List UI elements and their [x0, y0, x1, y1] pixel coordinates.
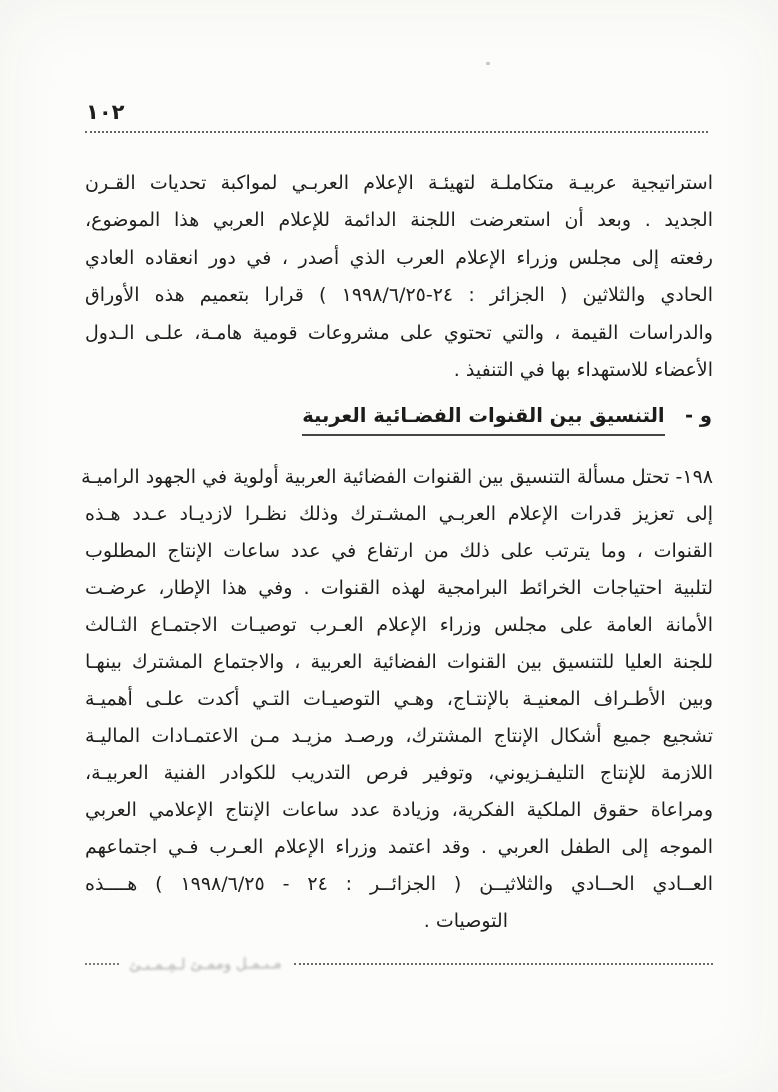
text-line: العــادي الحــادي والثلاثيــن ( الجزائــر : ٢٤ - ١٩٩٨/٦/٢٥ ) هــــذه: [85, 873, 714, 895]
paragraph-198: [81, 459, 714, 940]
text-line: رفعته إلى مجلس وزراء الإعلام العرب الذي أصدر ، في دور انعقاده العادي: [85, 246, 713, 269]
text-line: التوصيات .: [423, 910, 508, 932]
text-line: الأمانة العامة على مجلس وزراء الإعلام العـرب توصيـات الاجتمـاع الثـالث: [85, 614, 713, 636]
illegible-ghost-text: مـىـمـل وممـئ لـمِـمـىـئ: [128, 954, 282, 974]
text-line: وبين الأطـراف المعنيـة بالإنتـاج، وهـي التوصيـات التـي أكدت علـى أهميـة: [85, 688, 713, 710]
text-line: القنوات ، وما يترتب على ذلك من ارتفاع في عدد ساعات الإنتاج المطلوب: [85, 540, 713, 562]
section-heading-prefix: و -: [684, 404, 712, 427]
footer-divider: [85, 953, 713, 975]
text-line: ومراعاة حقوق الملكية الفكرية، وزيادة عدد ساعات الإنتاج الإعلامي العربي: [85, 799, 713, 821]
footer-dots-right: [294, 963, 713, 965]
text-line: الأعضاء للاستهداء بها في التنفيذ .: [453, 358, 713, 381]
text-line: اللازمة للإنتاج التليفـزيوني، وتوفير فرص التدريب للكوادر الفنية العربيـة،: [85, 762, 713, 784]
text-line: الموجه إلى الطفل العربي . وقد اعتمد وزراء الإعلام العـرب فـي اجتماعهم: [85, 836, 713, 858]
text-line: والدراسات القيمة ، والتي تحتوي على مشروعات قومية هامـة، علـى الـدول: [85, 321, 713, 344]
text-line: استراتيجية عربيـة متكاملـة لتهيئـة الإعلام العربـي لمواكبة تحديات القـرن: [85, 172, 713, 194]
scan-speck: [486, 62, 490, 65]
text-line: الجديد . وبعد أن استعرضت اللجنة الدائمة للإعلام العربي هذا الموضوع،: [85, 209, 713, 232]
text-line: ١٩٨- تحتل مسألة التنسيق بين القنوات الفضائية العربية أولوية في الجهود الراميـة: [81, 466, 713, 488]
text-line: الحادي والثلاثين ( الجزائر : ٢٤-١٩٩٨/٦/٢٥ ) قرارا بتعميم هذه الأوراق: [85, 284, 713, 307]
page-number: ١٠٢: [86, 100, 125, 124]
text-line: إلى تعزيز قدرات الإعلام العربـي المشـترك وذلك نظـرا لازديـاد عـدد هـذه: [85, 503, 713, 525]
text-line: لتلبية احتياجات الخرائط البرامجية لهذه القنوات . وفي هذا الإطار، عرضـت: [85, 577, 713, 599]
header-divider: [85, 131, 708, 133]
footer-dots-left: [85, 963, 119, 965]
intro-paragraph: [85, 165, 713, 389]
text-line: للجنة العليا للتنسيق بين القنوات الفضائية العربية ، والاجتماع المشترك بينهـا: [85, 651, 713, 673]
section-heading: [302, 404, 712, 427]
section-heading-title: التنسيق بين القنوات الفضـائية العربية: [302, 404, 664, 436]
text-line: تشجيع جميع أشكال الإنتاج المشترك، ورصـد مزيـد مـن الاعتمـادات الماليـة: [85, 725, 713, 747]
